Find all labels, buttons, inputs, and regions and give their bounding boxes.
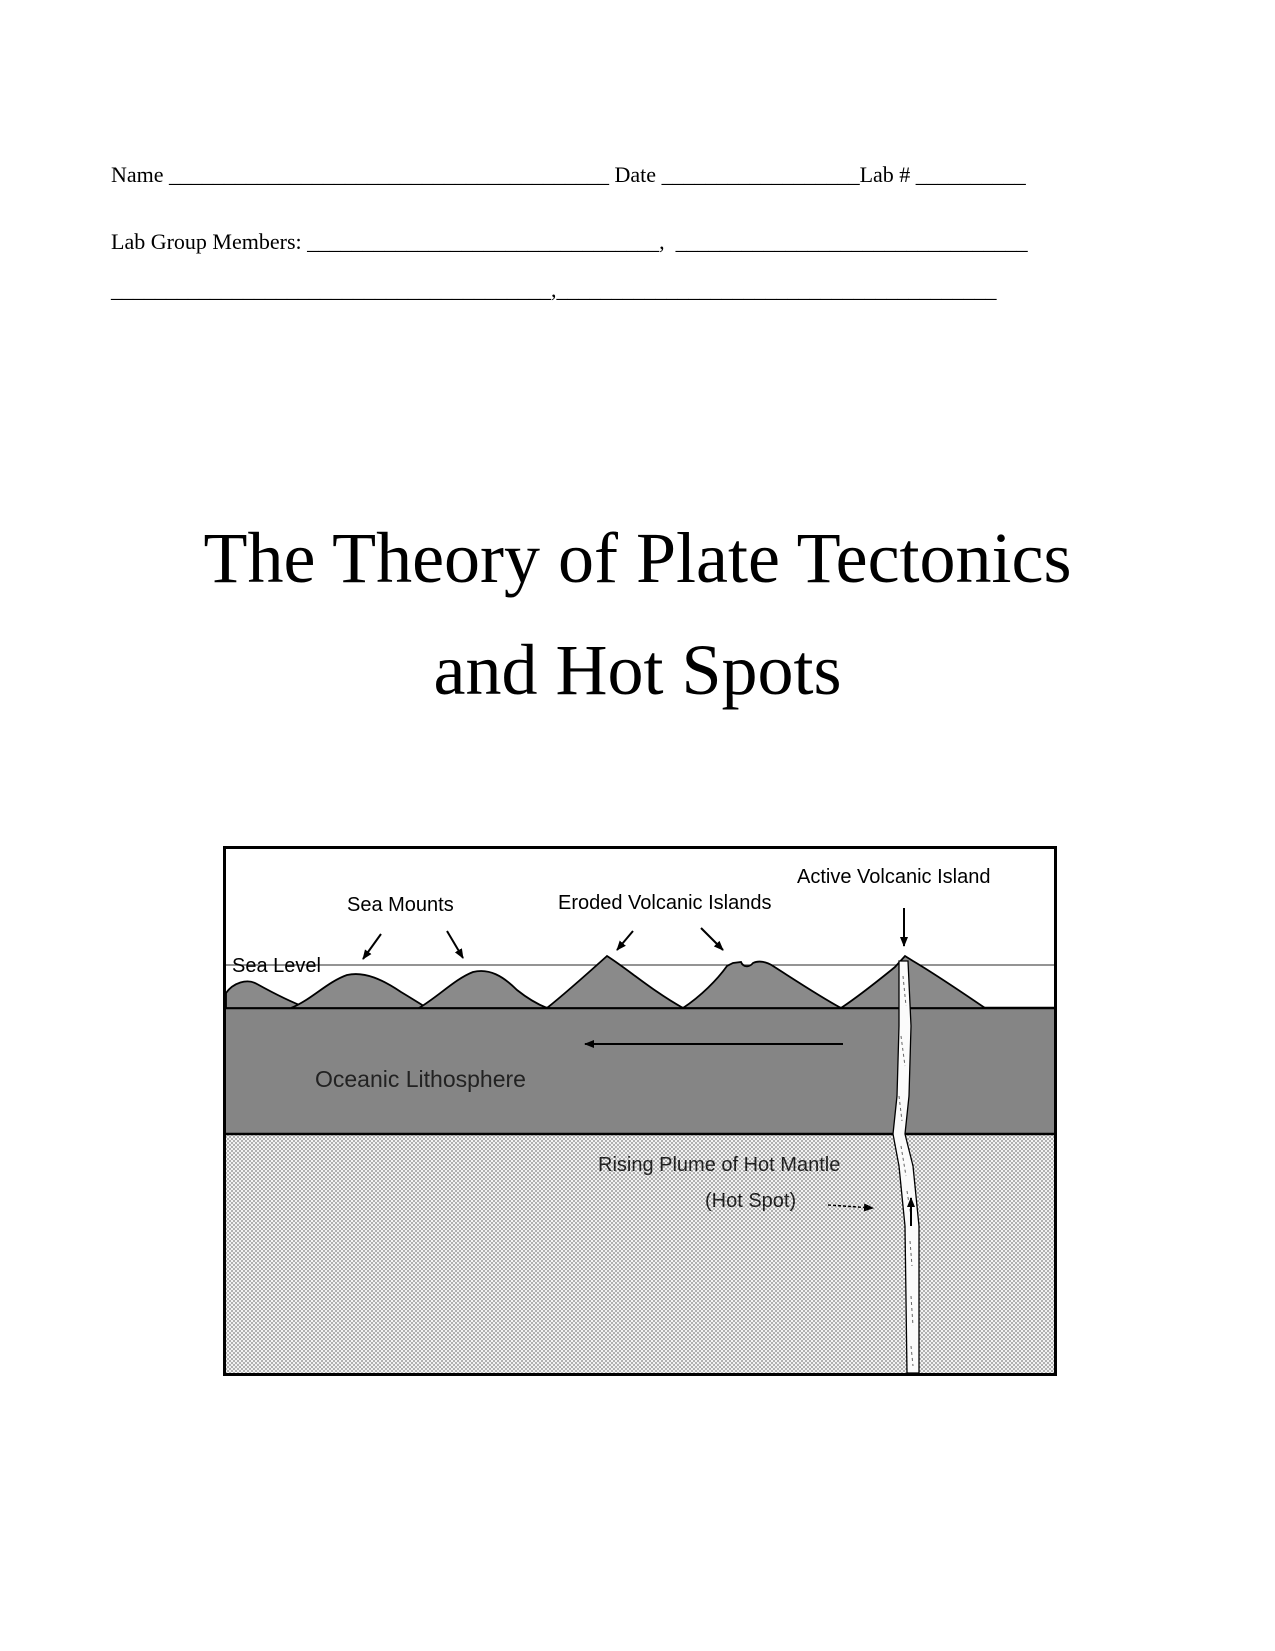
volcano-chain — [226, 956, 985, 1008]
down-arrow-icon — [363, 934, 381, 959]
lab-label: Lab # — [859, 162, 911, 187]
down-arrow-icon — [617, 931, 633, 950]
label-eroded-volcanic-islands: Eroded Volcanic Islands — [558, 892, 772, 914]
name-label: Name — [111, 162, 164, 187]
name-field[interactable]: ________________________________________ — [169, 162, 610, 187]
name-date-lab-row — [111, 164, 1026, 186]
member-separator: , — [659, 229, 665, 254]
page-title-line-2: and Hot Spots — [433, 630, 842, 710]
down-arrow-icon — [447, 931, 463, 958]
sea-mount-1 — [226, 981, 307, 1008]
label-oceanic-lithosphere: Oceanic Lithosphere — [315, 1066, 526, 1092]
down-arrow-icon — [701, 928, 723, 950]
member-field-4[interactable]: ________________________________________ — [556, 277, 997, 302]
label-hot-spot: (Hot Spot) — [705, 1190, 797, 1212]
label-sea-level: Sea Level — [232, 955, 321, 977]
members-label: Lab Group Members: — [111, 229, 302, 254]
label-sea-mounts: Sea Mounts — [347, 894, 454, 916]
eroded-volcanic-island-2 — [683, 962, 841, 1008]
lab-group-members-row-2 — [111, 279, 997, 301]
member-separator: , — [551, 277, 557, 302]
date-label: Date — [614, 162, 657, 187]
member-field-1[interactable]: ________________________________ — [307, 229, 660, 254]
eroded-volcanic-island-1 — [547, 956, 683, 1008]
label-rising-plume: Rising Plume of Hot Mantle — [598, 1154, 841, 1176]
lab-number-field[interactable]: __________ — [915, 162, 1026, 187]
sea-mount-2 — [291, 974, 427, 1008]
lab-group-members-row — [111, 231, 1028, 253]
label-active-volcanic-island: Active Volcanic Island — [797, 866, 991, 888]
hot-spot-diagram — [223, 846, 1057, 1376]
page-title-line-1: The Theory of Plate Tectonics — [203, 518, 1072, 598]
active-volcanic-island — [841, 956, 985, 1008]
sea-mount-3 — [419, 971, 547, 1008]
member-field-3[interactable]: ________________________________________ — [111, 277, 551, 302]
member-field-2[interactable]: ________________________________ — [675, 229, 1028, 254]
date-field[interactable]: __________________ — [661, 162, 860, 187]
